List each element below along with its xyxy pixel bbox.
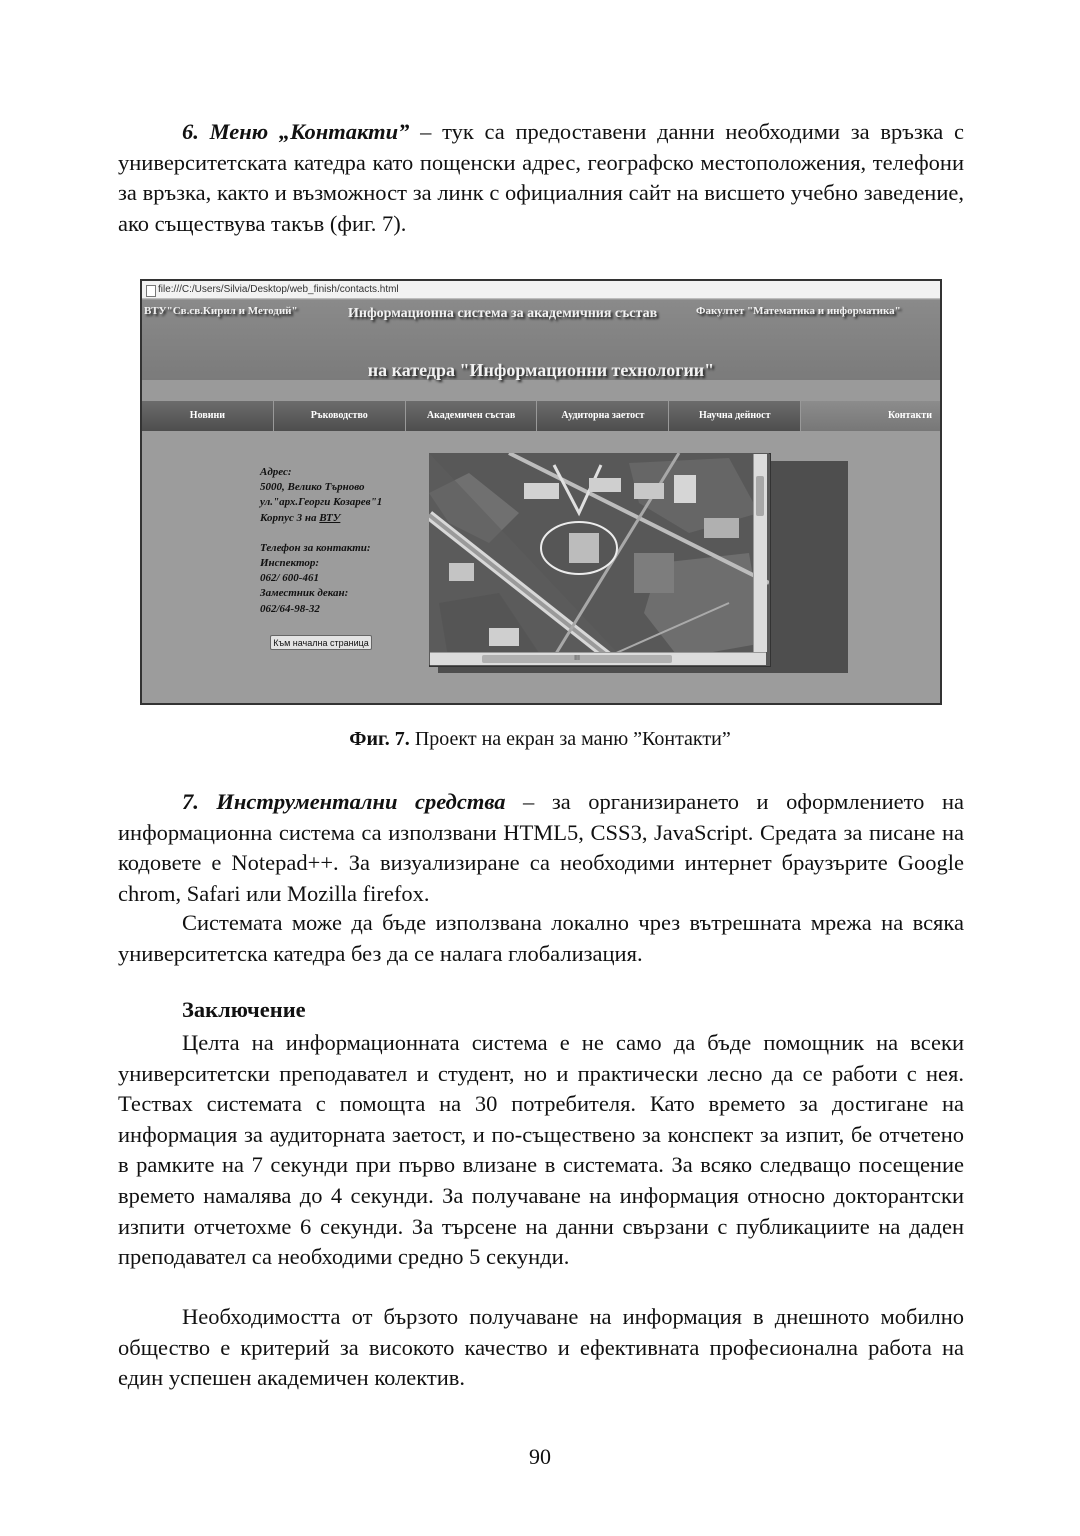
satellite-map-image xyxy=(429,453,769,665)
vtu-link[interactable]: ВТУ xyxy=(319,511,341,524)
nav-item-contacts[interactable]: Контакти xyxy=(801,401,940,431)
address-building: Корпус 3 на xyxy=(260,511,320,524)
address-city: 5000, Велико Търново xyxy=(260,481,365,494)
map-horizontal-scrollbar[interactable] xyxy=(430,652,766,665)
conclusion-paragraph-1: Целта на информационната система е не само да бъде помощник на всеки университетски преподавател и студент, но и практически лесно да се работи с нея. Тествах системата с помощта на 30 потребителя. Като времето за достигане на информация за аудиторната заетост, и по-съществено за конспект за изпит, бе отчетено в рамките на 7 секунди при първо влизане в системата. За всяко следващо посещение времето намалява до 4 секунди. За получаване на информация относно докторантски изпити отчетохме 6 секунди. За търсене на данни свързани с публикациите на даден преподавател са необходими средно 5 секунди. xyxy=(118,1030,964,1270)
system-title: Информационна система за академичния състав xyxy=(348,306,658,321)
section-6-text: – тук са предоставени данни необходими за връзка с университетската катедра като пощенски адрес, географско местоположения, телефони за връзка, както и възможност за линк с официалния сайт на висшето учебно заведение, ако съществува такъв (фиг. 7). xyxy=(118,119,964,236)
scroll-thumb[interactable]: III xyxy=(482,655,672,663)
page-number: 90 xyxy=(529,1444,551,1469)
page-icon xyxy=(146,285,156,297)
spacer xyxy=(260,526,382,541)
address-building-line xyxy=(260,511,382,526)
section-7-heading: 7. Инструментални средства xyxy=(182,789,506,814)
figure-label: Фиг. 7. xyxy=(349,728,410,750)
nav-item-academic-staff[interactable]: Академичен състав xyxy=(406,401,538,431)
deputy-label: Заместник декан: xyxy=(260,587,349,600)
section-7-text: – за организирането и оформлението на информационна система са използвани HTML5, CSS3, JavaScript. Средата за писане на кодовете е Notepad++. За визуализиране са необходими интернет браузърите Google chrom, Safari или Mozilla firefox. xyxy=(118,789,964,906)
contact-info xyxy=(260,465,382,617)
university-name: ВТУ"Св.св.Кирил и Методий" xyxy=(144,305,298,317)
system-usage-paragraph: Системата може да бъде използвана локално чрез вътрешната мрежа на всяка университетска катедра без да се налага глобализация. xyxy=(118,910,964,966)
deputy-phone: 062/64-98-32 xyxy=(260,602,320,615)
home-page-button[interactable]: Към начална страница xyxy=(270,635,372,650)
browser-address-bar[interactable] xyxy=(142,281,940,299)
department-title: на катедра "Информационни технологии" xyxy=(367,360,715,380)
conclusion-paragraph-2: Необходимостта от бързото получаване на информация в днешното мобилно общество е критерий за високото качество и ефективната професионална работа на един успешен академичен колектив. xyxy=(118,1304,964,1391)
section-6-heading: 6. Меню „Контакти” xyxy=(182,119,410,144)
nav-item-news[interactable]: Новини xyxy=(142,401,274,431)
scroll-thumb[interactable] xyxy=(756,476,764,516)
figure-caption xyxy=(0,728,1080,751)
nav-item-schedule[interactable]: Аудиторна заетост xyxy=(537,401,669,431)
figure-caption-text: Проект на екран за маню ”Контакти” xyxy=(409,728,731,750)
section-6-paragraph xyxy=(118,117,964,239)
nav-item-research[interactable]: Научна дейност xyxy=(669,401,801,431)
section-7-paragraph xyxy=(118,787,964,909)
phone-label: Телефон за контакти: xyxy=(260,541,371,554)
faculty-name: Факултет "Математика и информатика" xyxy=(696,305,901,317)
conclusion-heading: Заключение xyxy=(182,997,306,1022)
map-vertical-scrollbar[interactable] xyxy=(753,454,767,652)
nav-item-management[interactable]: Ръководство xyxy=(274,401,406,431)
address-url: file:///C:/Users/Silvia/Desktop/web_finish/contacts.html xyxy=(158,284,399,295)
contacts-screenshot-figure xyxy=(140,279,942,705)
inspector-phone: 062/ 600-461 xyxy=(260,572,319,585)
inspector-label: Инспектор: xyxy=(260,557,320,570)
address-street: ул."арх.Георги Козарев"1 xyxy=(260,496,383,509)
main-nav xyxy=(142,401,940,431)
address-label: Адрес: xyxy=(260,466,292,478)
